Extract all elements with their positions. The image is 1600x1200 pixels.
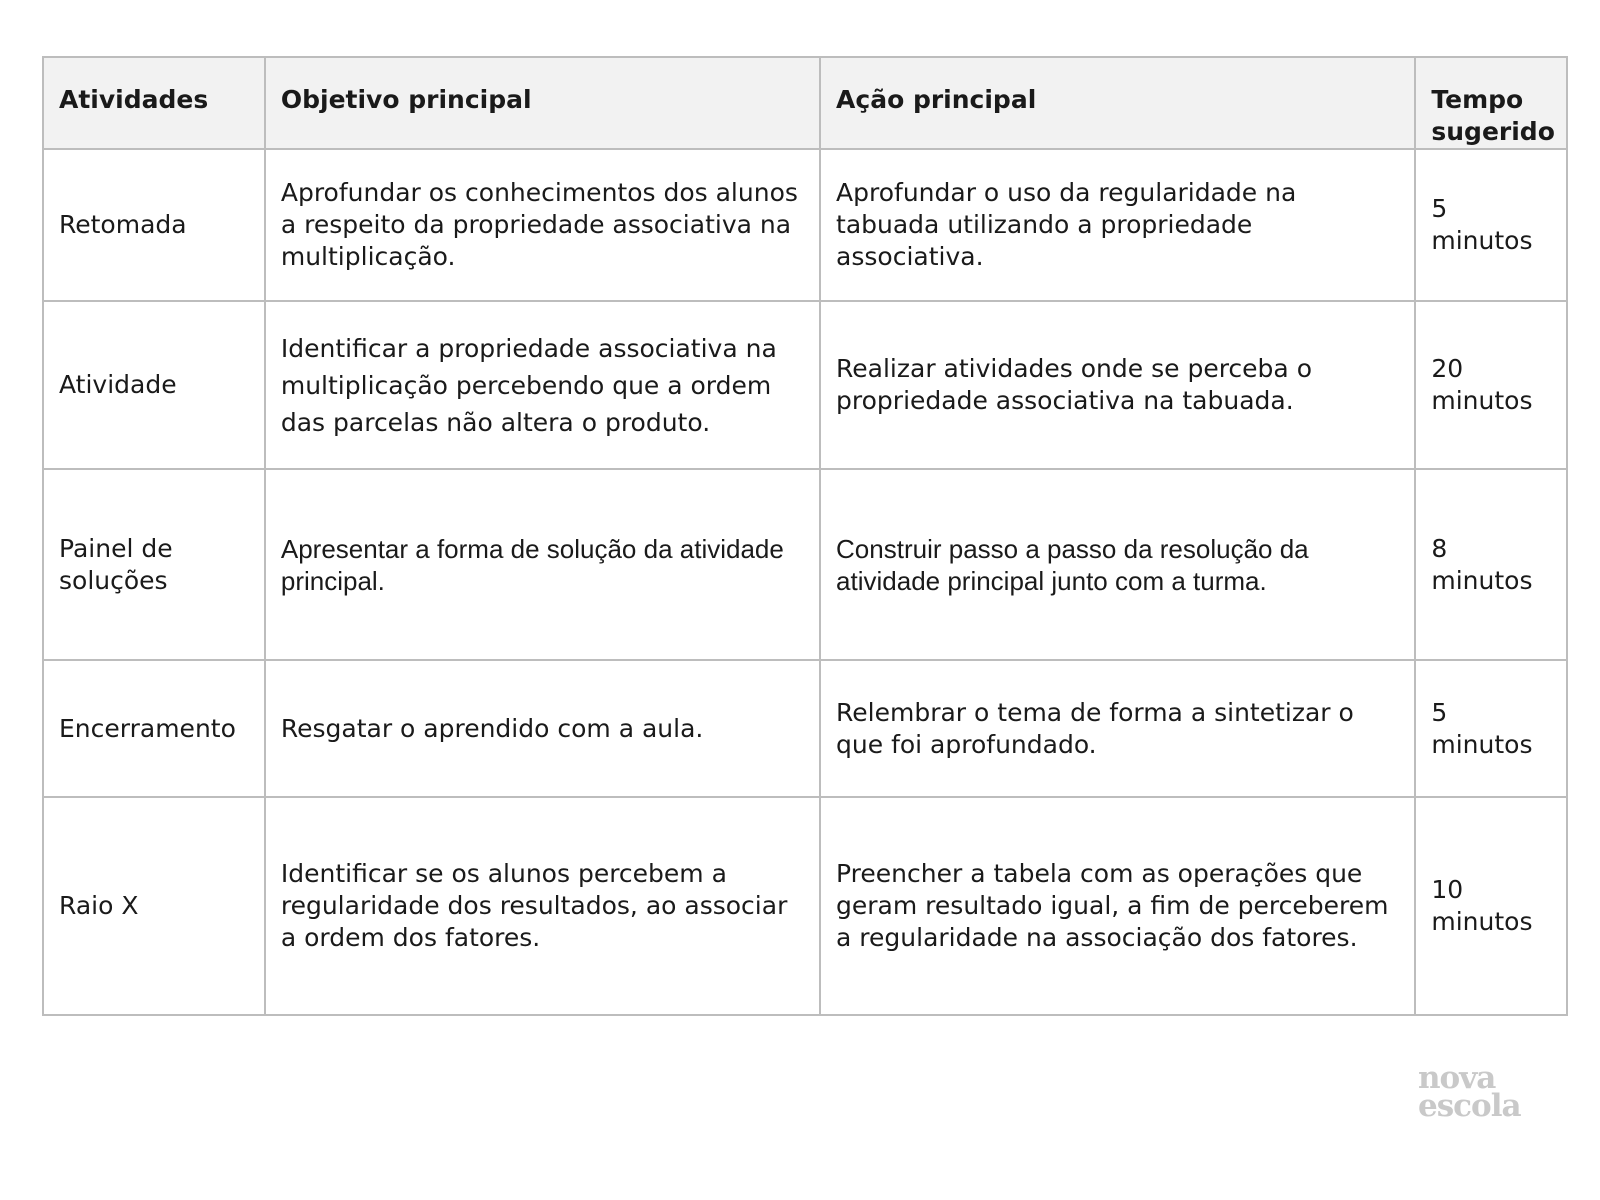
nova-escola-logo bbox=[1418, 1060, 1538, 1124]
table-row bbox=[43, 797, 1567, 1015]
table-header-row bbox=[43, 57, 1567, 149]
header-acao: Ação principal bbox=[820, 57, 1415, 149]
cell-acao: Aprofundar o uso da regularidade na tabuada utilizando a propriedade associativa. bbox=[820, 149, 1415, 301]
cell-acao: Realizar atividades onde se perceba o propriedade associativa na tabuada. bbox=[820, 301, 1415, 469]
cell-tempo: 20 minutos bbox=[1415, 301, 1567, 469]
cell-tempo: 5 minutos bbox=[1415, 660, 1567, 797]
cell-atividade: Encerramento bbox=[43, 660, 265, 797]
table-row bbox=[43, 149, 1567, 301]
cell-acao: Preencher a tabela com as operações que geram resultado igual, a fim de perceberem a regularidade na associação dos fatores. bbox=[820, 797, 1415, 1015]
cell-tempo: 5 minutos bbox=[1415, 149, 1567, 301]
logo-line-nova: nova bbox=[1418, 1060, 1496, 1096]
cell-objetivo: Identificar se os alunos percebem a regularidade dos resultados, ao associar a ordem dos fatores. bbox=[265, 797, 820, 1015]
logo-line-escola: escola bbox=[1418, 1088, 1521, 1124]
cell-atividade: Raio X bbox=[43, 797, 265, 1015]
table-row bbox=[43, 660, 1567, 797]
lesson-plan-table bbox=[42, 56, 1568, 1016]
table-row bbox=[43, 469, 1567, 660]
cell-objetivo: Aprofundar os conhecimentos dos alunos a respeito da propriedade associativa na multiplicação. bbox=[265, 149, 820, 301]
header-tempo: Tempo sugerido bbox=[1415, 57, 1567, 149]
cell-atividade: Retomada bbox=[43, 149, 265, 301]
cell-acao: Construir passo a passo da resolução da atividade principal junto com a turma. bbox=[820, 469, 1415, 660]
cell-acao: Relembrar o tema de forma a sintetizar o que foi aprofundado. bbox=[820, 660, 1415, 797]
cell-objetivo: Apresentar a forma de solução da atividade principal. bbox=[265, 469, 820, 660]
cell-atividade: Atividade bbox=[43, 301, 265, 469]
cell-objetivo: Identificar a propriedade associativa na multiplicação percebendo que a ordem das parcelas não altera o produto. bbox=[265, 301, 820, 469]
cell-tempo: 8 minutos bbox=[1415, 469, 1567, 660]
cell-atividade: Painel de soluções bbox=[43, 469, 265, 660]
table-row bbox=[43, 301, 1567, 469]
cell-objetivo: Resgatar o aprendido com a aula. bbox=[265, 660, 820, 797]
header-atividades: Atividades bbox=[43, 57, 265, 149]
header-objetivo: Objetivo principal bbox=[265, 57, 820, 149]
cell-tempo: 10 minutos bbox=[1415, 797, 1567, 1015]
